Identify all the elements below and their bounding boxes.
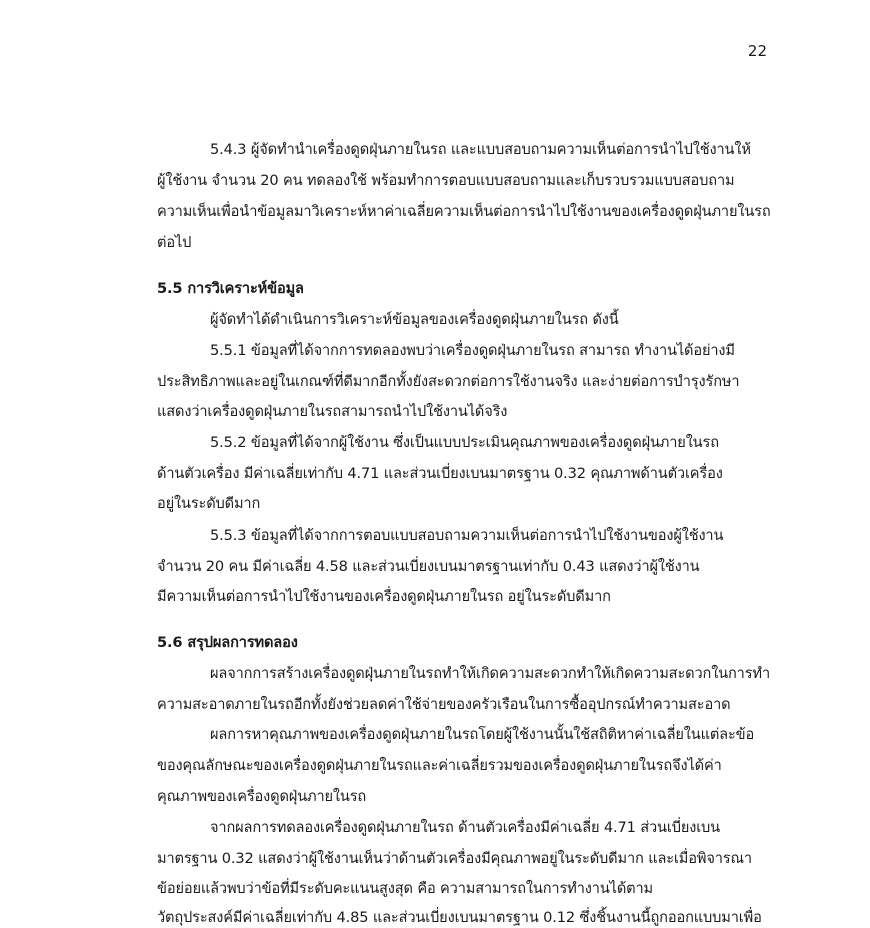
body-line: 5.5.3 ข้อมูลที่ได้จากการตอบแบบสอบถามความเห็นต่อการนำไปใช้งานของผู้ใช้งาน — [210, 527, 724, 544]
body-line: 5.4.3 ผู้จัดทำนำเครื่องดูดฝุ่นภายในรถ และแบบสอบถามความเห็นต่อการนำไปใช้งานให้ — [210, 141, 751, 158]
body-line: 5.5.1 ข้อมูลที่ได้จากการทดลองพบว่าเครื่องดูดฝุ่นภายในรถ สามารถ ทำงานได้อย่างมี — [210, 342, 735, 359]
body-line: 5.5.2 ข้อมูลที่ได้จากผู้ใช้งาน ซึ่งเป็นแบบประเมินคุณภาพของเครื่องดูดฝุ่นภายในรถ — [210, 434, 719, 451]
body-line: ความสะอาดภายในรถอีกทั้งยังช่วยลดค่าใช้จ่ายของครัวเรือนในการซื้ออุปกรณ์ทำความสะอาด — [157, 696, 731, 713]
body-line: ด้านตัวเครื่อง มีค่าเฉลี่ยเท่ากับ 4.71 และส่วนเบี่ยงเบนมาตรฐาน 0.32 คุณภาพด้านตัวเครื่อง — [157, 465, 723, 482]
section-heading: 5.6 สรุปผลการทดลอง — [157, 634, 298, 651]
body-line: อยู่ในระดับดีมาก — [157, 495, 261, 512]
body-line: วัตถุประสงค์มีค่าเฉลี่ยเท่ากับ 4.85 และส่วนเบี่ยงเบนมาตรฐาน 0.12 ซึ่งชิ้นงานนี้ถูกออกแบบมาเพื่อ — [157, 909, 762, 926]
section-heading: 5.5 การวิเคราะห์ข้อมูล — [157, 280, 304, 297]
body-line: แสดงว่าเครื่องดูดฝุ่นภายในรถสามารถนำไปใช้งานได้จริง — [157, 403, 508, 420]
body-line: ผลจากการสร้างเครื่องดูดฝุ่นภายในรถทำให้เกิดความสะดวกทำให้เกิดความสะดวกในการทำ — [210, 665, 771, 682]
body-line: มาตรฐาน 0.32 แสดงว่าผู้ใช้งานเห็นว่าด้านตัวเครื่องมีคุณภาพอยู่ในระดับดีมาก และเมื่อพิจารณา — [157, 850, 752, 867]
body-line: ความเห็นเพื่อนำข้อมูลมาวิเคราะห์หาค่าเฉลี่ยความเห็นต่อการนำไปใช้งานของเครื่องดูดฝุ่นภายในรถ — [157, 203, 771, 220]
body-line: คุณภาพของเครื่องดูดฝุ่นภายในรถ — [157, 788, 367, 805]
body-line: ผู้ใช้งาน จำนวน 20 คน ทดลองใช้ พร้อมทำการตอบแบบสอบถามและเก็บรวบรวมแบบสอบถาม — [157, 172, 735, 189]
body-line: มีความเห็นต่อการนำไปใช้งานของเครื่องดูดฝุ่นภายในรถ อยู่ในระดับดีมาก — [157, 588, 611, 605]
page-number: 22 — [747, 42, 767, 60]
body-line: จำนวน 20 คน มีค่าเฉลี่ย 4.58 และส่วนเบี่ยงเบนมาตรฐานเท่ากับ 0.43 แสดงว่าผู้ใช้งาน — [157, 558, 700, 575]
body-line: ประสิทธิภาพและอยู่ในเกณฑ์ที่ดีมากอีกทั้งยังสะดวกต่อการใช้งานจริง และง่ายต่อการบำรุงรักษา — [157, 373, 740, 390]
body-line: ผู้จัดทำได้ดำเนินการวิเคราะห์ข้อมูลของเครื่องดูดฝุ่นภายในรถ ดังนี้ — [210, 311, 619, 328]
body-line: ผลการหาคุณภาพของเครื่องดูดฝุ่นภายในรถโดยผู้ใช้งานนั้นใช้สถิติหาค่าเฉลี่ยในแต่ละข้อ — [210, 726, 755, 743]
body-line: ของคุณลักษณะของเครื่องดูดฝุ่นภายในรถและค่าเฉลี่ยรวมของเครื่องดูดฝุ่นภายในรถจึงได้ค่า — [157, 757, 722, 774]
body-line: จากผลการทดลองเครื่องดูดฝุ่นภายในรถ ด้านตัวเครื่องมีค่าเฉลี่ย 4.71 ส่วนเบี่ยงเบน — [210, 819, 720, 836]
body-line: ข้อย่อยแล้วพบว่าข้อที่มีระดับคะแนนสูงสุด คือ ความสามารถในการทำงานได้ตาม — [157, 880, 654, 897]
body-line: ต่อไป — [157, 234, 192, 251]
